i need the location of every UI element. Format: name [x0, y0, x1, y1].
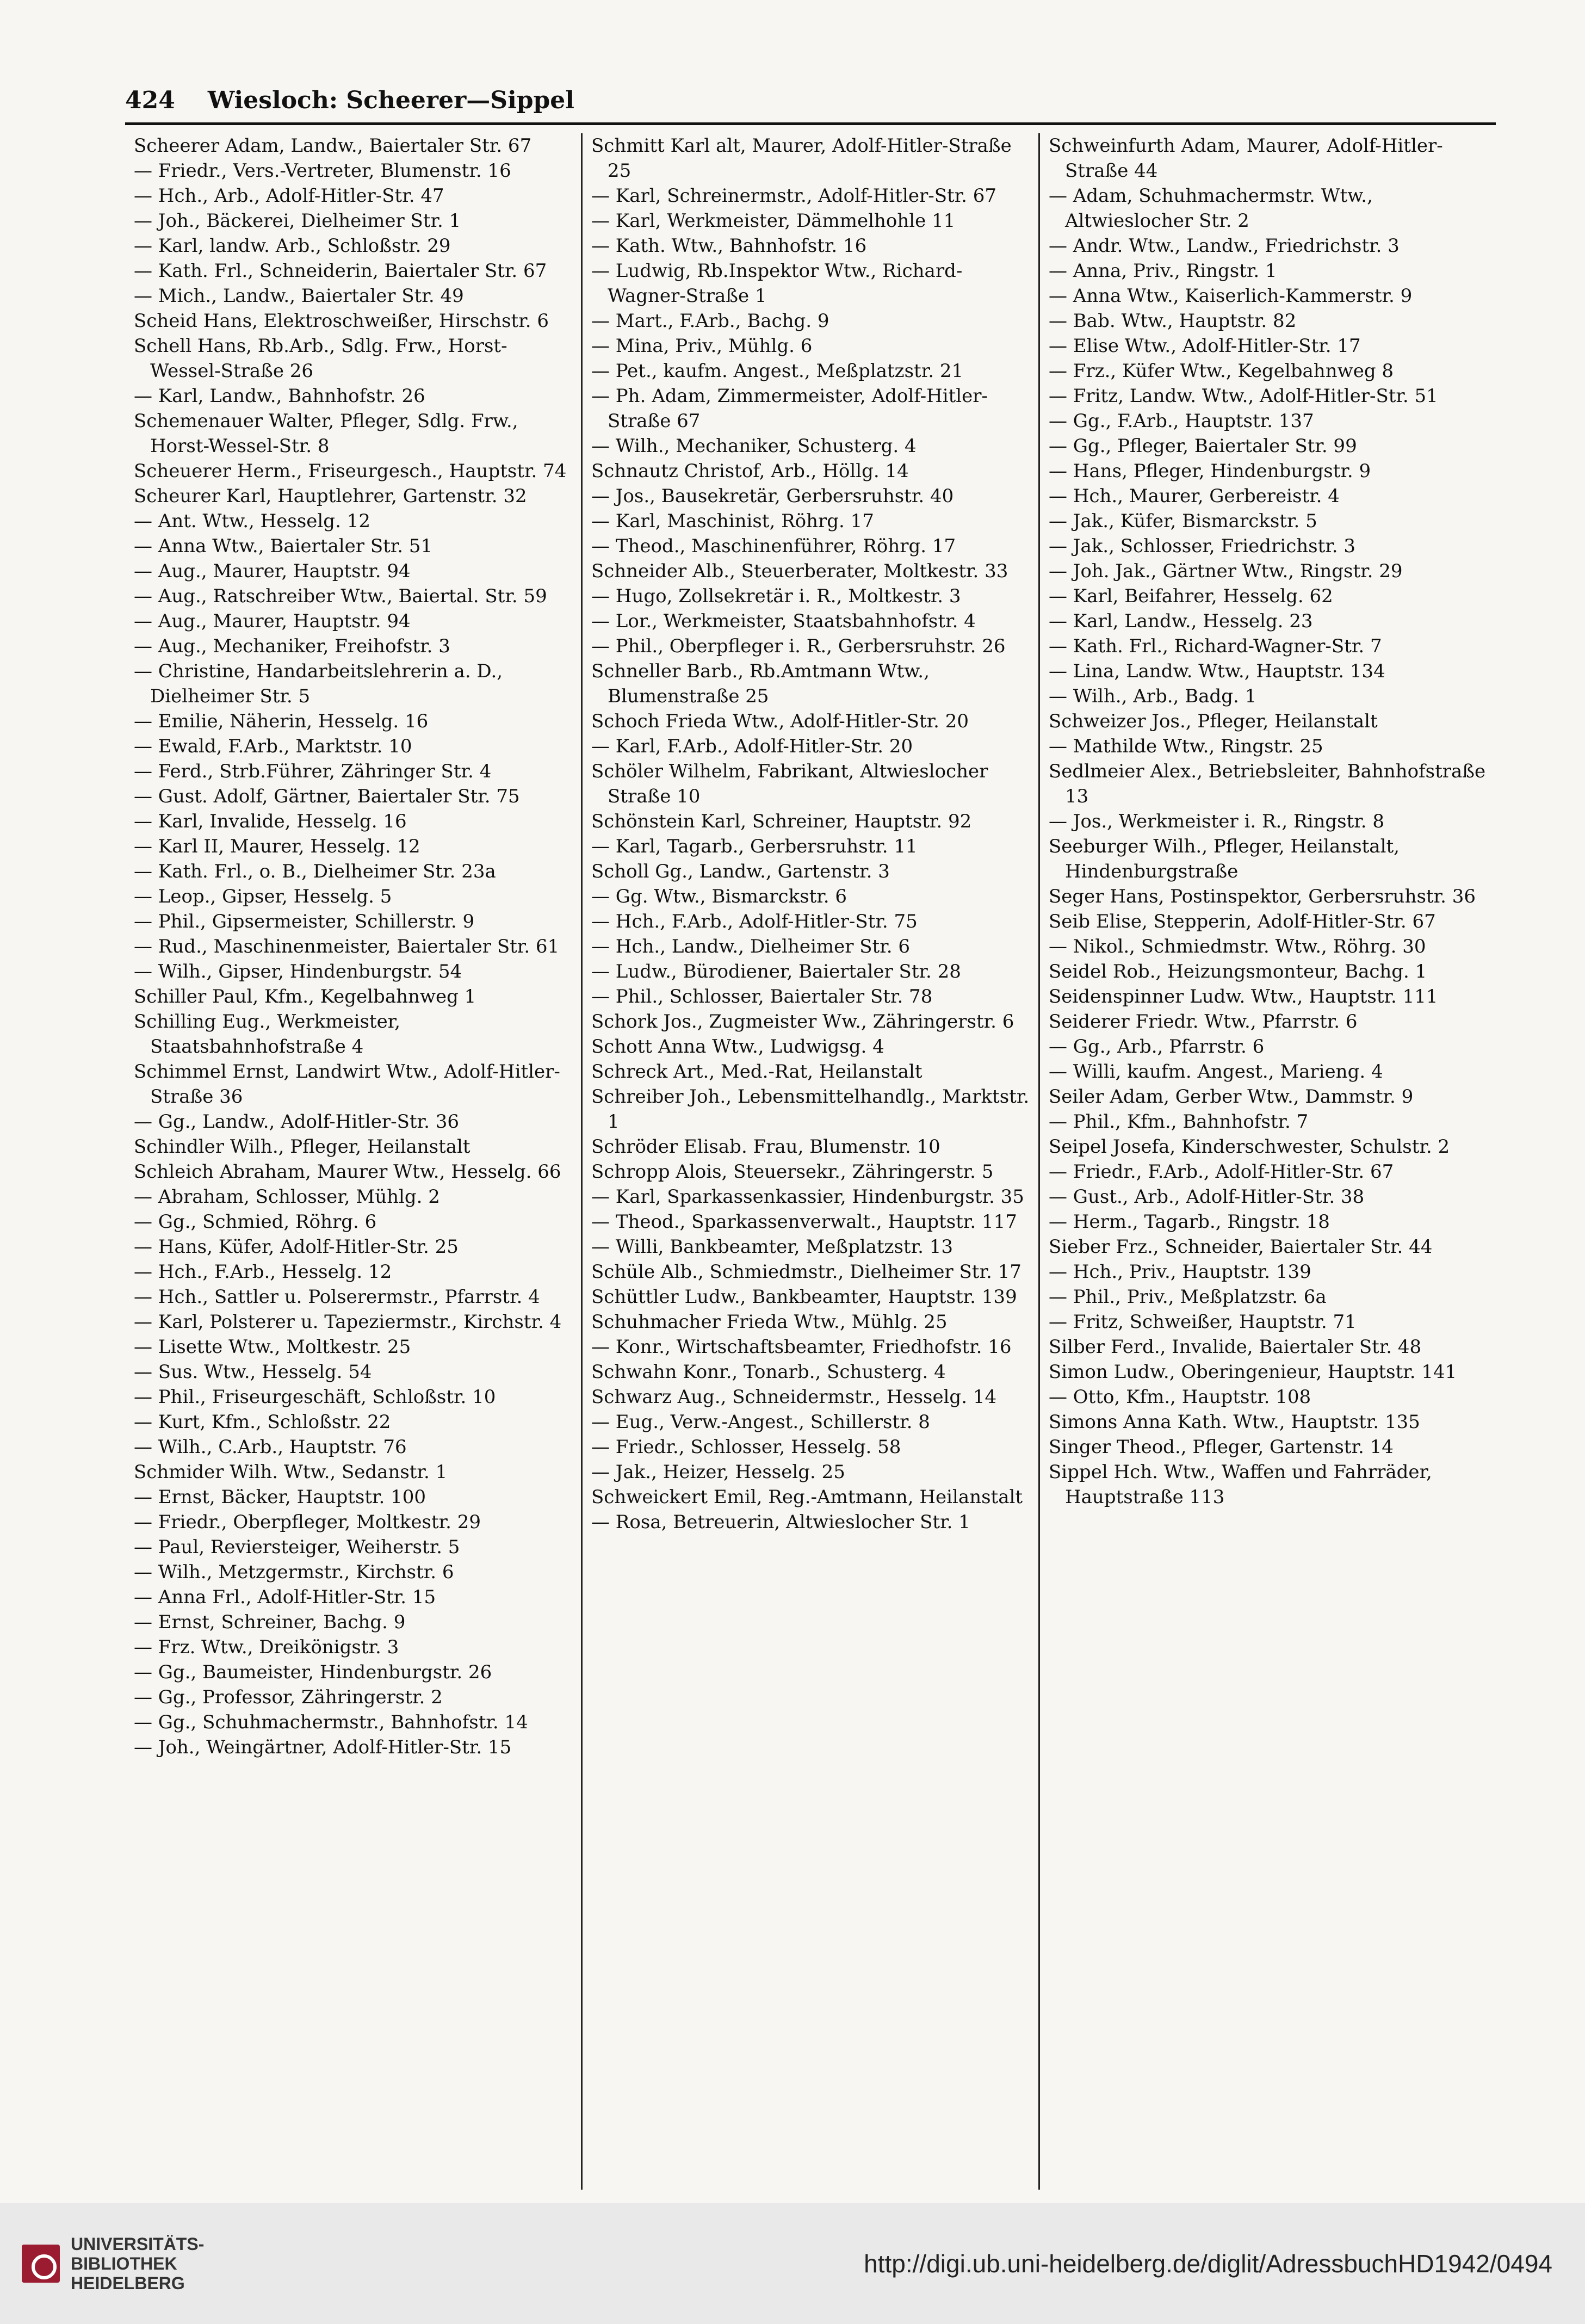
directory-entry: — Karl, Maschinist, Röhrg. 17 [591, 510, 874, 532]
directory-entry: — Adam, Schuhmachermstr. Wtw., Altwieslocher Str. 2 [1049, 185, 1373, 232]
directory-entry: — Gg., Schuhmachermstr., Bahnhofstr. 14 [134, 1711, 528, 1733]
directory-entry: — Lisette Wtw., Moltkestr. 25 [134, 1336, 411, 1358]
directory-entry: — Karl, Beifahrer, Hesselg. 62 [1049, 585, 1333, 607]
directory-entry: — Phil., Priv., Meßplatzstr. 6a [1049, 1286, 1327, 1308]
directory-entry: Seidel Rob., Heizungsmonteur, Bachg. 1 [1049, 961, 1427, 982]
directory-entry: — Karl, F.Arb., Adolf-Hitler-Str. 20 [591, 735, 913, 757]
directory-entry: Schemenauer Walter, Pfleger, Sdlg. Frw., Horst-Wessel-Str. 8 [134, 410, 518, 457]
directory-entry: — Anna Frl., Adolf-Hitler-Str. 15 [134, 1586, 436, 1608]
directory-entry: Schiller Paul, Kfm., Kegelbahnweg 1 [134, 986, 476, 1008]
directory-entry: — Ludwig, Rb.Inspektor Wtw., Richard-Wagner-Straße 1 [591, 260, 963, 307]
directory-entry: — Fritz, Landw. Wtw., Adolf-Hitler-Str. 51 [1049, 385, 1438, 407]
directory-entry: Schnautz Christof, Arb., Höllg. 14 [591, 460, 909, 482]
directory-entry: — Karl, Polsterer u. Tapeziermstr., Kirchstr. 4 [134, 1311, 562, 1333]
directory-entry: — Pet., kaufm. Angest., Meßplatzstr. 21 [591, 360, 964, 382]
directory-entry: — Kath. Frl., o. B., Dielheimer Str. 23a [134, 861, 496, 882]
directory-entry: Seger Hans, Postinspektor, Gerbersruhstr. 36 [1049, 886, 1476, 907]
directory-entry: — Friedr., Vers.-Vertreter, Blumenstr. 16 [134, 160, 511, 182]
directory-entry: Schleich Abraham, Maurer Wtw., Hesselg. 66 [134, 1161, 561, 1183]
directory-entry: Schilling Eug., Werkmeister, Staatsbahnhofstraße 4 [134, 1011, 401, 1058]
directory-entry: — Wilh., C.Arb., Hauptstr. 76 [134, 1436, 407, 1458]
directory-entry: — Karl, Invalide, Hesselg. 16 [134, 811, 407, 832]
directory-entry: — Hans, Pfleger, Hindenburgstr. 9 [1049, 460, 1371, 482]
directory-entry: — Abraham, Schlosser, Mühlg. 2 [134, 1186, 440, 1208]
directory-entry: Simon Ludw., Oberingenieur, Hauptstr. 141 [1049, 1361, 1457, 1383]
directory-entry: Schmider Wilh. Wtw., Sedanstr. 1 [134, 1461, 448, 1483]
directory-entry: Schuhmacher Frieda Wtw., Mühlg. 25 [591, 1311, 948, 1333]
directory-entry: Schröder Elisab. Frau, Blumenstr. 10 [591, 1136, 940, 1158]
directory-entry: — Anna Wtw., Baiertaler Str. 51 [134, 535, 433, 557]
directory-entry: — Hugo, Zollsekretär i. R., Moltkestr. 3 [591, 585, 961, 607]
library-name: UNIVERSITÄTS- BIBLIOTHEK HEIDELBERG [71, 2234, 205, 2293]
directory-entry: — Aug., Maurer, Hauptstr. 94 [134, 610, 411, 632]
directory-entry: — Karl II, Maurer, Hesselg. 12 [134, 836, 420, 857]
directory-entry: — Leop., Gipser, Hesselg. 5 [134, 886, 392, 907]
directory-entry: — Karl, landw. Arb., Schloßstr. 29 [134, 235, 451, 257]
page-header [125, 71, 1496, 114]
viewer-footer [0, 2203, 1585, 2324]
directory-entry: — Frz., Küfer Wtw., Kegelbahnweg 8 [1049, 360, 1394, 382]
directory-entry: Schneider Alb., Steuerberater, Moltkestr. 33 [591, 560, 1008, 582]
directory-entry: — Emilie, Näherin, Hesselg. 16 [134, 710, 429, 732]
directory-entry: Scheerer Adam, Landw., Baiertaler Str. 67 [134, 135, 532, 157]
directory-entry: — Friedr., Schlosser, Hesselg. 58 [591, 1436, 901, 1458]
directory-entry: — Fritz, Schweißer, Hauptstr. 71 [1049, 1311, 1357, 1333]
directory-entry: Seidenspinner Ludw. Wtw., Hauptstr. 111 [1049, 986, 1438, 1008]
directory-entry: Schoch Frieda Wtw., Adolf-Hitler-Str. 20 [591, 710, 969, 732]
directory-entry: — Theod., Maschinenführer, Röhrg. 17 [591, 535, 956, 557]
directory-entry: — Gg., Professor, Zähringerstr. 2 [134, 1686, 443, 1708]
directory-entry: Schell Hans, Rb.Arb., Sdlg. Frw., Horst-Wessel-Straße 26 [134, 335, 507, 382]
directory-entry: — Gg., F.Arb., Hauptstr. 137 [1049, 410, 1314, 432]
directory-entry: Schmitt Karl alt, Maurer, Adolf-Hitler-Straße 25 [591, 135, 1012, 182]
directory-entry: — Christine, Handarbeitslehrerin a. D., Dielheimer Str. 5 [134, 660, 503, 707]
directory-entry: Sedlmeier Alex., Betriebsleiter, Bahnhofstraße 13 [1049, 761, 1486, 807]
directory-entry: — Willi, kaufm. Angest., Marieng. 4 [1049, 1061, 1383, 1083]
directory-entry: — Eug., Verw.-Angest., Schillerstr. 8 [591, 1411, 930, 1433]
directory-entry: — Wilh., Mechaniker, Schusterg. 4 [591, 435, 917, 457]
directory-entry: — Gg., Baumeister, Hindenburgstr. 26 [134, 1661, 492, 1683]
directory-entry: — Ferd., Strb.Führer, Zähringer Str. 4 [134, 761, 492, 782]
directory-entry: — Mart., F.Arb., Bachg. 9 [591, 310, 829, 332]
directory-entry: — Paul, Reviersteiger, Weiherstr. 5 [134, 1536, 460, 1558]
directory-entry: — Gust., Arb., Adolf-Hitler-Str. 38 [1049, 1186, 1365, 1208]
directory-entry: Schöler Wilhelm, Fabrikant, Altwieslocher Straße 10 [591, 761, 988, 807]
directory-entry: Scheurer Karl, Hauptlehrer, Gartenstr. 32 [134, 485, 527, 507]
directory-entry: Schropp Alois, Steuersekr., Zähringerstr. 5 [591, 1161, 994, 1183]
directory-entry: — Hch., Priv., Hauptstr. 139 [1049, 1261, 1311, 1283]
directory-entry: Schott Anna Wtw., Ludwigsg. 4 [591, 1036, 884, 1058]
directory-entry: — Sus. Wtw., Hesselg. 54 [134, 1361, 372, 1383]
directory-entry: — Rosa, Betreuerin, Altwieslocher Str. 1 [591, 1511, 970, 1533]
directory-entry: — Gg. Wtw., Bismarckstr. 6 [591, 886, 847, 907]
directory-entry: — Hch., Arb., Adolf-Hitler-Str. 47 [134, 185, 444, 207]
directory-entry: Scheuerer Herm., Friseurgesch., Hauptstr. 74 [134, 460, 567, 482]
directory-entry: — Konr., Wirtschaftsbeamter, Friedhofstr. 16 [591, 1336, 1012, 1358]
directory-entry: Schreiber Joh., Lebensmittelhandlg., Marktstr. 1 [591, 1086, 1030, 1133]
directory-entry: — Andr. Wtw., Landw., Friedrichstr. 3 [1049, 235, 1400, 257]
directory-entry: — Phil., Kfm., Bahnhofstr. 7 [1049, 1111, 1309, 1133]
directory-entry: — Herm., Tagarb., Ringstr. 18 [1049, 1211, 1330, 1233]
directory-entry: — Anna Wtw., Kaiserlich-Kammerstr. 9 [1049, 285, 1413, 307]
directory-entry: Seiler Adam, Gerber Wtw., Dammstr. 9 [1049, 1086, 1414, 1108]
directory-entry: Schweinfurth Adam, Maurer, Adolf-Hitler-Straße 44 [1049, 135, 1443, 182]
directory-entry: — Jos., Werkmeister i. R., Ringstr. 8 [1049, 811, 1384, 832]
directory-entry: Silber Ferd., Invalide, Baiertaler Str. 48 [1049, 1336, 1422, 1358]
directory-entry: — Karl, Schreinermstr., Adolf-Hitler-Str. 67 [591, 185, 997, 207]
directory-entry: — Kath. Frl., Schneiderin, Baiertaler Str. 67 [134, 260, 547, 282]
directory-entry: — Karl, Werkmeister, Dämmelhohle 11 [591, 210, 956, 232]
directory-entry: Schneller Barb., Rb.Amtmann Wtw., Blumenstraße 25 [591, 660, 930, 707]
directory-entry: Schönstein Karl, Schreiner, Hauptstr. 92 [591, 811, 972, 832]
directory-entry: — Karl, Sparkassenkassier, Hindenburgstr. 35 [591, 1186, 1024, 1208]
directory-entry: Schwahn Konr., Tonarb., Schusterg. 4 [591, 1361, 946, 1383]
directory-entry: — Phil., Oberpfleger i. R., Gerbersruhstr. 26 [591, 635, 1006, 657]
directory-entry: — Jak., Heizer, Hesselg. 25 [591, 1461, 845, 1483]
directory-entry: — Hans, Küfer, Adolf-Hitler-Str. 25 [134, 1236, 459, 1258]
directory-entry: Schüttler Ludw., Bankbeamter, Hauptstr. 139 [591, 1286, 1017, 1308]
directory-entry: — Phil., Friseurgeschäft, Schloßstr. 10 [134, 1386, 496, 1408]
directory-entry: — Ewald, F.Arb., Marktstr. 10 [134, 735, 412, 757]
directory-entry: — Karl, Landw., Hesselg. 23 [1049, 610, 1313, 632]
directory-entry: — Kurt, Kfm., Schloßstr. 22 [134, 1411, 391, 1433]
column-middle [583, 133, 1040, 2190]
permalink-url[interactable]: http://digi.ub.uni-heidelberg.de/diglit/AdressbuchHD1942/0494 [864, 2249, 1552, 2278]
directory-entry: — Bab. Wtw., Hauptstr. 82 [1049, 310, 1297, 332]
directory-entry: — Hch., F.Arb., Adolf-Hitler-Str. 75 [591, 911, 918, 932]
directory-entry: Seiderer Friedr. Wtw., Pfarrstr. 6 [1049, 1011, 1358, 1033]
directory-entry: — Mina, Priv., Mühlg. 6 [591, 335, 813, 357]
directory-entry: — Wilh., Gipser, Hindenburgstr. 54 [134, 961, 462, 982]
directory-entry: — Theod., Sparkassenverwalt., Hauptstr. 117 [591, 1211, 1017, 1233]
directory-entry: Scholl Gg., Landw., Gartenstr. 3 [591, 861, 890, 882]
directory-entry: — Joh., Bäckerei, Dielheimer Str. 1 [134, 210, 461, 232]
directory-entry: — Lor., Werkmeister, Staatsbahnhofstr. 4 [591, 610, 976, 632]
column-left [125, 133, 583, 2190]
directory-entry: Schweizer Jos., Pfleger, Heilanstalt [1049, 710, 1378, 732]
directory-entry: — Elise Wtw., Adolf-Hitler-Str. 17 [1049, 335, 1361, 357]
directory-entry: Schüle Alb., Schmiedmstr., Dielheimer Str. 17 [591, 1261, 1021, 1283]
directory-entry: — Gg., Arb., Pfarrstr. 6 [1049, 1036, 1265, 1058]
directory-entry: — Mich., Landw., Baiertaler Str. 49 [134, 285, 464, 307]
directory-entry: — Hch., Landw., Dielheimer Str. 6 [591, 936, 910, 957]
directory-entry: — Rud., Maschinenmeister, Baiertaler Str. 61 [134, 936, 560, 957]
directory-entry: Schork Jos., Zugmeister Ww., Zähringerstr. 6 [591, 1011, 1014, 1033]
directory-entry: — Willi, Bankbeamter, Meßplatzstr. 13 [591, 1236, 953, 1258]
directory-entry: — Jos., Bausekretär, Gerbersruhstr. 40 [591, 485, 954, 507]
directory-entry: Sieber Frz., Schneider, Baiertaler Str. 44 [1049, 1236, 1433, 1258]
directory-entry: — Gust. Adolf, Gärtner, Baiertaler Str. 75 [134, 786, 520, 807]
directory-entry: — Ernst, Schreiner, Bachg. 9 [134, 1611, 406, 1633]
directory-entry: — Gg., Landw., Adolf-Hitler-Str. 36 [134, 1111, 459, 1133]
directory-entry: — Friedr., Oberpfleger, Moltkestr. 29 [134, 1511, 481, 1533]
directory-entry: — Gg., Pfleger, Baiertaler Str. 99 [1049, 435, 1357, 457]
library-logo[interactable] [22, 2234, 204, 2293]
page-title: Wiesloch: Scheerer—Sippel [207, 86, 575, 114]
directory-entry: — Ph. Adam, Zimmermeister, Adolf-Hitler-Straße 67 [591, 385, 988, 432]
directory-entry: — Frz. Wtw., Dreikönigstr. 3 [134, 1636, 399, 1658]
directory-entry: Singer Theod., Pfleger, Gartenstr. 14 [1049, 1436, 1394, 1458]
directory-entry: — Joh. Jak., Gärtner Wtw., Ringstr. 29 [1049, 560, 1403, 582]
directory-entry: Seeburger Wilh., Pfleger, Heilanstalt, Hindenburgstraße [1049, 836, 1400, 882]
directory-entry: — Ant. Wtw., Hesselg. 12 [134, 510, 370, 532]
directory-entry: Schindler Wilh., Pfleger, Heilanstalt [134, 1136, 470, 1158]
directory-entry: — Aug., Ratschreiber Wtw., Baiertal. Str. 59 [134, 585, 547, 607]
directory-entry: — Joh., Weingärtner, Adolf-Hitler-Str. 15 [134, 1736, 512, 1758]
directory-entry: — Mathilde Wtw., Ringstr. 25 [1049, 735, 1323, 757]
directory-entry: — Nikol., Schmiedmstr. Wtw., Röhrg. 30 [1049, 936, 1426, 957]
directory-entry: Schreck Art., Med.-Rat, Heilanstalt [591, 1061, 922, 1083]
directory-entry: — Aug., Maurer, Hauptstr. 94 [134, 560, 411, 582]
directory-entry: — Karl, Landw., Bahnhofstr. 26 [134, 385, 425, 407]
directory-entry: — Kath. Wtw., Bahnhofstr. 16 [591, 235, 867, 257]
directory-entry: — Ludw., Bürodiener, Baiertaler Str. 28 [591, 961, 961, 982]
directory-entry: — Wilh., Arb., Badg. 1 [1049, 685, 1257, 707]
directory-entry: — Lina, Landw. Wtw., Hauptstr. 134 [1049, 660, 1385, 682]
directory-entry: — Aug., Mechaniker, Freihofstr. 3 [134, 635, 450, 657]
directory-entry: — Gg., Schmied, Röhrg. 6 [134, 1211, 377, 1233]
university-seal-icon [22, 2245, 60, 2283]
directory-entry: Schwarz Aug., Schneidermstr., Hesselg. 14 [591, 1386, 997, 1408]
directory-entry: Seib Elise, Stepperin, Adolf-Hitler-Str. 67 [1049, 911, 1436, 932]
directory-entry: Simons Anna Kath. Wtw., Hauptstr. 135 [1049, 1411, 1420, 1433]
directory-entry: — Jak., Küfer, Bismarckstr. 5 [1049, 510, 1317, 532]
directory-columns [125, 133, 1496, 2190]
directory-entry: — Phil., Schlosser, Baiertaler Str. 78 [591, 986, 933, 1008]
directory-entry: — Kath. Frl., Richard-Wagner-Str. 7 [1049, 635, 1382, 657]
page-number: 424 [125, 86, 175, 114]
directory-entry: Schimmel Ernst, Landwirt Wtw., Adolf-Hitler-Straße 36 [134, 1061, 560, 1108]
directory-entry: — Jak., Schlosser, Friedrichstr. 3 [1049, 535, 1356, 557]
directory-entry: — Otto, Kfm., Hauptstr. 108 [1049, 1386, 1311, 1408]
directory-entry: — Friedr., F.Arb., Adolf-Hitler-Str. 67 [1049, 1161, 1394, 1183]
column-right [1040, 133, 1496, 2190]
directory-entry: — Anna, Priv., Ringstr. 1 [1049, 260, 1277, 282]
directory-entry: — Wilh., Metzgermstr., Kirchstr. 6 [134, 1561, 454, 1583]
directory-entry: — Karl, Tagarb., Gerbersruhstr. 11 [591, 836, 918, 857]
directory-entry: — Hch., Maurer, Gerbereistr. 4 [1049, 485, 1340, 507]
directory-entry: Schweickert Emil, Reg.-Amtmann, Heilanstalt [591, 1486, 1023, 1508]
directory-entry: — Phil., Gipsermeister, Schillerstr. 9 [134, 911, 475, 932]
header-rule [125, 122, 1496, 125]
directory-entry: Seipel Josefa, Kinderschwester, Schulstr. 2 [1049, 1136, 1450, 1158]
directory-entry: Sippel Hch. Wtw., Waffen und Fahrräder, Hauptstraße 113 [1049, 1461, 1432, 1508]
directory-entry: — Hch., Sattler u. Polserermstr., Pfarrstr. 4 [134, 1286, 540, 1308]
directory-entry: Scheid Hans, Elektroschweißer, Hirschstr. 6 [134, 310, 549, 332]
directory-entry: — Ernst, Bäcker, Hauptstr. 100 [134, 1486, 426, 1508]
directory-entry: — Hch., F.Arb., Hesselg. 12 [134, 1261, 392, 1283]
